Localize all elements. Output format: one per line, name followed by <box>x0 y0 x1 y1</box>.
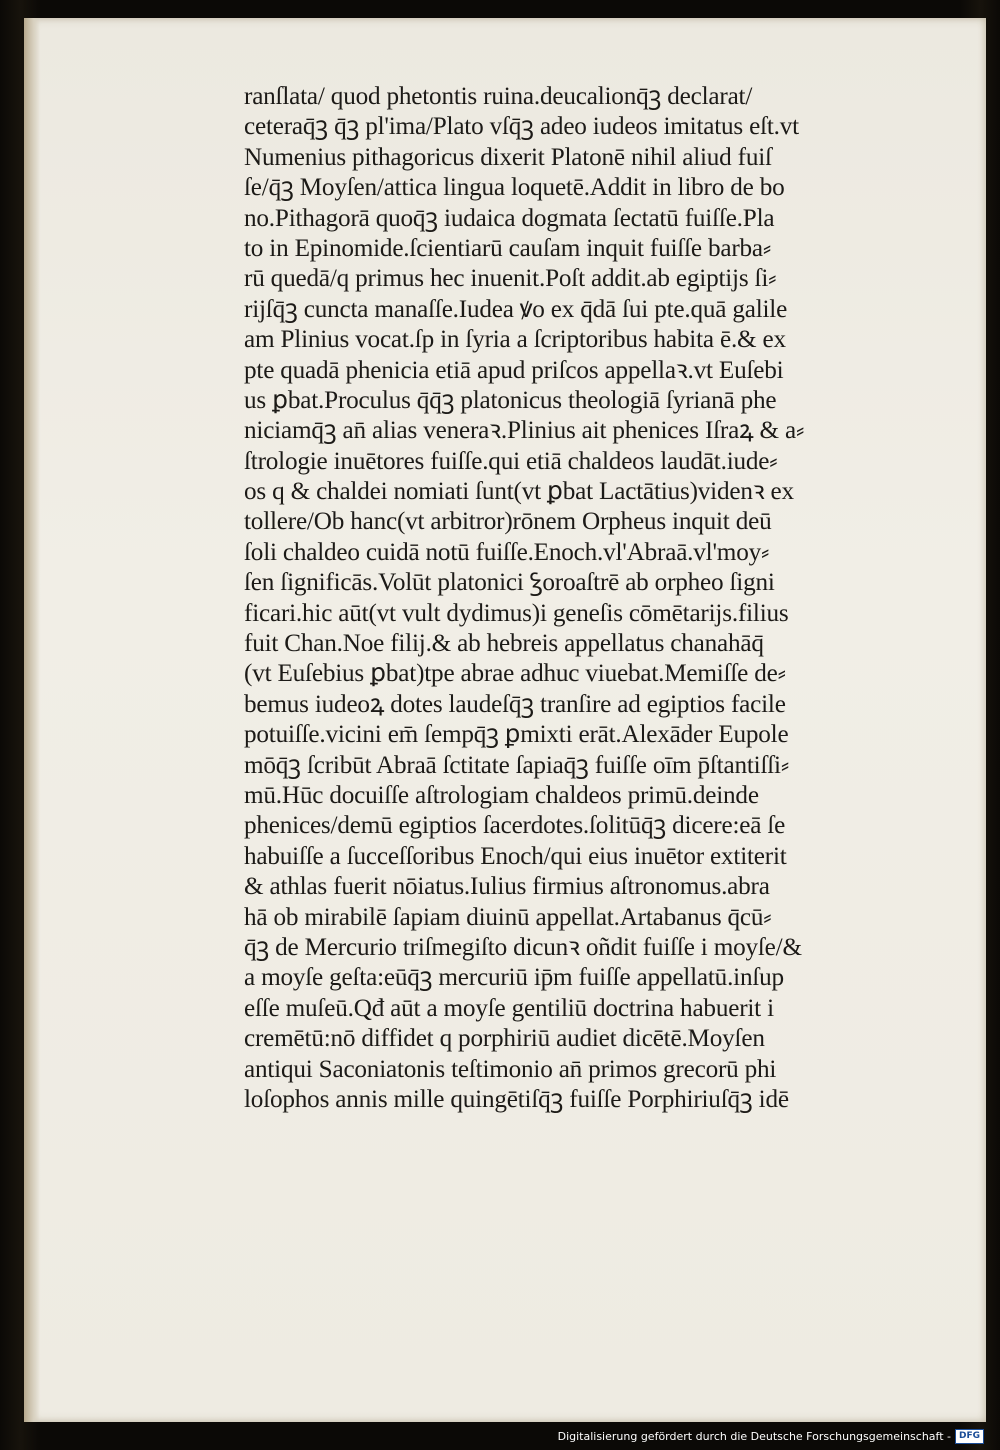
page-text-block <box>244 82 924 1115</box>
credit-text: Digitalisierung gefördert durch die Deutsche Forschungsgemeinschaft - <box>557 1430 951 1443</box>
digitization-credit <box>558 1429 984 1444</box>
text-line: mōq̄ꝫ ſcribūt Abraā ſctitate ſapiaq̄ꝫ fuiſſe oīm p̄ſtantiſſi⸗ <box>244 751 790 779</box>
text-line: ſe/q̄ꝫ Moyſen/attica lingua loquetē.Addit in libro de bo <box>244 174 785 202</box>
text-line: phenices/demū egiptios ſacerdotes.ſolitūq̄ꝫ dicere:eā ſe <box>244 812 786 840</box>
text-line: tollere/Ob hanc(vt arbitror)rōnem Orpheus inquit deū <box>244 508 772 536</box>
text-line: (vt Euſebius ꝑbat)tpe abrae adhuc viuebat.Memiſſe de⸗ <box>244 660 786 688</box>
text-line: mū.Hūc docuiſſe aſtrologiam chaldeos primū.deinde <box>244 781 759 809</box>
text-line: a moyſe geſta:eūq̄ꝫ mercuriū ip̄m fuiſſe appellatū.inſup <box>244 964 784 992</box>
page-gutter-shadow <box>24 18 40 1422</box>
text-line: ſtrologie inuētores fuiſſe.qui etiā chaldeos laudāt.iude⸗ <box>244 447 778 475</box>
text-line: rijſq̄ꝫ cuncta manaſſe.Iudea ꝟo ex q̄dā ſui pte.quā galile <box>244 295 788 323</box>
text-line: ſen ſignificās.Volūt platonici ꝣoroaſtrē ab orpheo ſigni <box>244 569 775 597</box>
text-line: os q & chaldei nomiati ſunt(vt ꝑbat Lactātius)videnꝛ ex <box>244 478 794 506</box>
text-line: antiqui Saconiatonis teſtimonio an̄ primos grecorū phi <box>244 1055 777 1083</box>
text-line: q̄ꝫ de Mercurio triſmegiſto dicunꝛ oñdit fuiſſe i moyſe/& <box>244 933 802 961</box>
text-line: to in Epinomide.ſcientiarū cauſam inquit fuiſſe barba⸗ <box>244 234 772 262</box>
text-line: no.Pithagorā quoq̄ꝫ iudaica dogmata ſectatū fuiſſe.Pla <box>244 204 775 232</box>
text-line: us ꝑbat.Proculus q̄q̄ꝫ platonicus theologiā ſyrianā phe <box>244 386 777 414</box>
text-line: niciamq̄ꝫ an̄ alias veneraꝛ.Plinius ait phenices Iſraꝝ & a⸗ <box>244 417 805 445</box>
text-line: potuiſſe.vicini em̄ ſempq̄ꝫ ꝑmixti erāt.Alexāder Eupole <box>244 721 789 749</box>
text-line: ranſlata/ quod phetontis ruina.deucalionq̄ꝫ declarat/ <box>244 83 753 110</box>
text-line: Numenius pithagoricus dixerit Platonē nihil aliud fuiſ <box>244 143 772 171</box>
text-line: am Plinius vocat.ſp in ſyria a ſcriptoribus habita ē.& ex <box>244 326 786 354</box>
text-line: hā ob mirabilē ſapiam diuinū appellat.Artabanus q̄cū⸗ <box>244 903 772 931</box>
text-line: ficari.hic aūt(vt vult dydimus)i geneſis cōmētarijs.filius <box>244 599 789 627</box>
text-line: ſoli chaldeo cuidā notū fuiſſe.Enoch.vl'Abraā.vl'moy⸗ <box>244 538 770 566</box>
text-line: rū quedā/q primus hec inuenit.Poſt addit.ab egiptijs ſi⸗ <box>244 265 777 293</box>
dfg-logo: DFG <box>955 1429 984 1444</box>
text-line: pte quadā phenicia etiā apud priſcos appellaꝛ.vt Euſebi <box>244 356 784 384</box>
text-line: habuiſſe a ſucceſſoribus Enoch/qui eius inuētor extiterit <box>244 842 787 870</box>
text-line: ceteraq̄ꝫ q̄ꝫ pl'ima/Plato vſq̄ꝫ adeo iudeos imitatus eſt.vt <box>244 113 799 141</box>
text-line: cremētū:nō diffidet q porphiriū audiet dicētē.Moyſen <box>244 1025 765 1053</box>
text-line: eſſe muſeū.Qđ aūt a moyſe gentiliū doctrina habuerit i <box>244 994 774 1022</box>
text-line: fuit Chan.Noe filij.& ab hebreis appellatus chanahāq̄ <box>244 630 764 658</box>
text-line: bemus iudeoꝝ dotes laudeſq̄ꝫ tranſire ad egiptios facile <box>244 690 786 718</box>
text-line: loſophos annis mille quingētiſq̄ꝫ fuiſſe Porphiriuſq̄ꝫ idē <box>244 1085 789 1113</box>
text-line: & athlas fuerit nōiatus.Iulius firmius aſtronomus.abra <box>244 873 770 901</box>
